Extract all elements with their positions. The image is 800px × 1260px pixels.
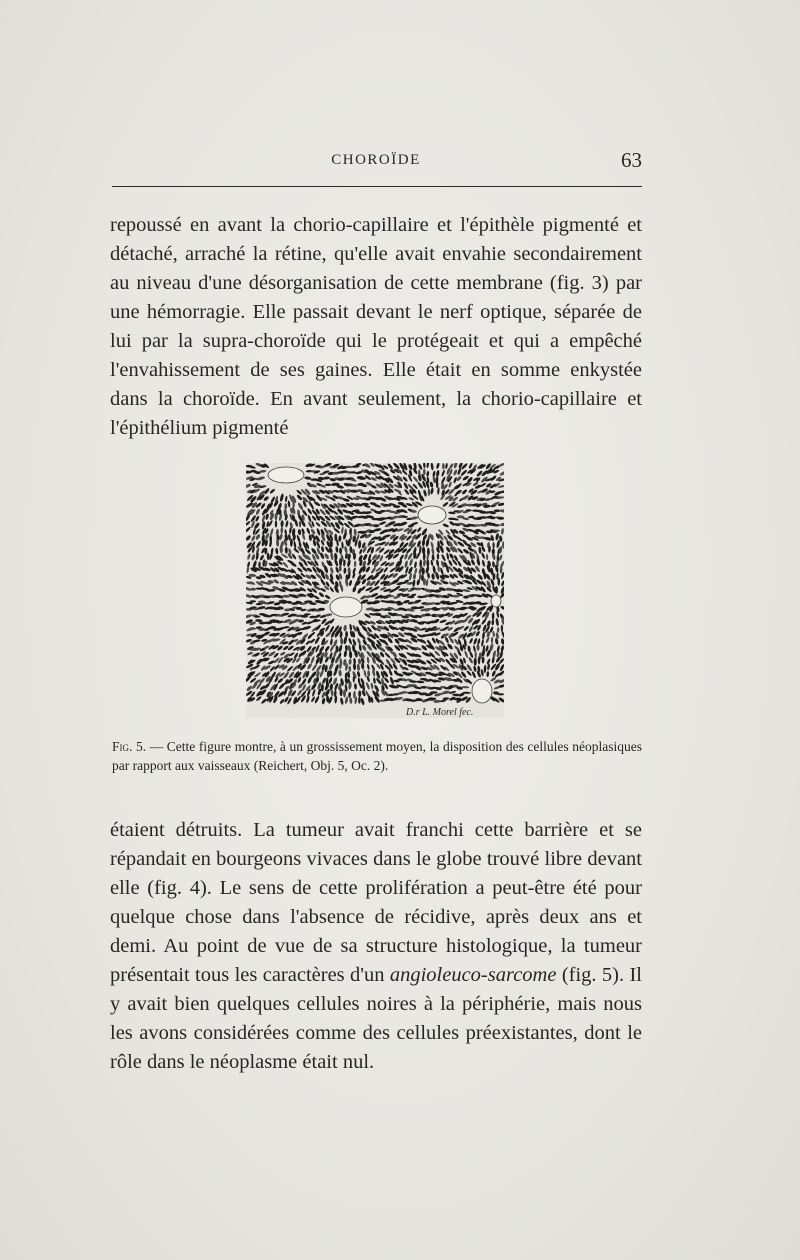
vessel-lumen (472, 679, 492, 703)
caption-label: Fig. 5. (112, 739, 147, 754)
figure-5-illustration (246, 463, 504, 718)
running-head (110, 150, 642, 174)
running-title: CHOROÏDE (331, 152, 421, 168)
header-rule (112, 186, 642, 187)
tumor-cell (318, 608, 325, 611)
vessel-lumen (330, 597, 362, 617)
tumor-cell (497, 693, 504, 695)
tumor-cell (428, 488, 430, 496)
tumor-cell (358, 690, 361, 697)
tumor-cell (437, 553, 439, 559)
tumor-cell (494, 509, 501, 512)
tumor-cell (495, 586, 498, 594)
paragraph-2-text-a: étaient détruits. La tumeur avait franchi cette barrière et se répandait en bourgeons vivaces dans le globe trouvé libre devant elle (fig. 4). Le sens de cette prolifération a peut-être été pour quelque chose dans l'absence de récidive, après deux ans et demi. Au point de vue de sa structure histologique, la tumeur présentait tous les caractères d'un (110, 819, 642, 986)
tumor-cell (474, 658, 477, 666)
engraver-signature: D.r L. Morel fec. (406, 707, 474, 718)
figure-caption (112, 737, 642, 775)
tumor-cell (339, 548, 342, 555)
tumor-cell (361, 503, 369, 506)
tumor-cell (423, 578, 426, 585)
page-number: 63 (621, 148, 642, 172)
histology-engraving (246, 463, 504, 718)
paragraph-2-italic-term: angioleuco-sarcome (389, 964, 557, 986)
caption-dash: — (149, 739, 164, 754)
tumor-cell (269, 589, 275, 592)
paragraph-2 (110, 816, 642, 1077)
paragraph-1: repoussé en avant la chorio-capillaire et l'épithèle pigmenté et détaché, arraché la rétine, qu'elle avait envahie secondairement au niveau d'une désorganisation de cette membrane (fig. 3) par une hémorragie. Elle passait devant le nerf optique, séparée de lui par la supra-choroïde qui le protégeait et qui a empêché l'envahissement de ses gaines. Elle était en somme enkystée dans la choroïde. En avant seulement, la chorio-capillaire et l'épithélium pigmenté (110, 214, 642, 439)
caption-text: Cette figure montre, à un grossissement moyen, la disposition des cellules néoplasiques par rapport aux vaisseaux (Reichert, Obj. 5, Oc. 2). (112, 739, 642, 773)
paragraph-2-text-b: (fig. 5). Il y avait bien quelques cellules noires à la périphérie, mais nous les avons considérées comme des cellules préexistantes, dont le rôle dans le néoplasme était nul. (110, 964, 642, 1073)
tumor-cell (250, 588, 257, 591)
vessel-lumen (491, 595, 501, 607)
vessel-lumen (268, 467, 304, 483)
tumor-cell (492, 524, 500, 526)
vessel-lumen (418, 506, 446, 524)
